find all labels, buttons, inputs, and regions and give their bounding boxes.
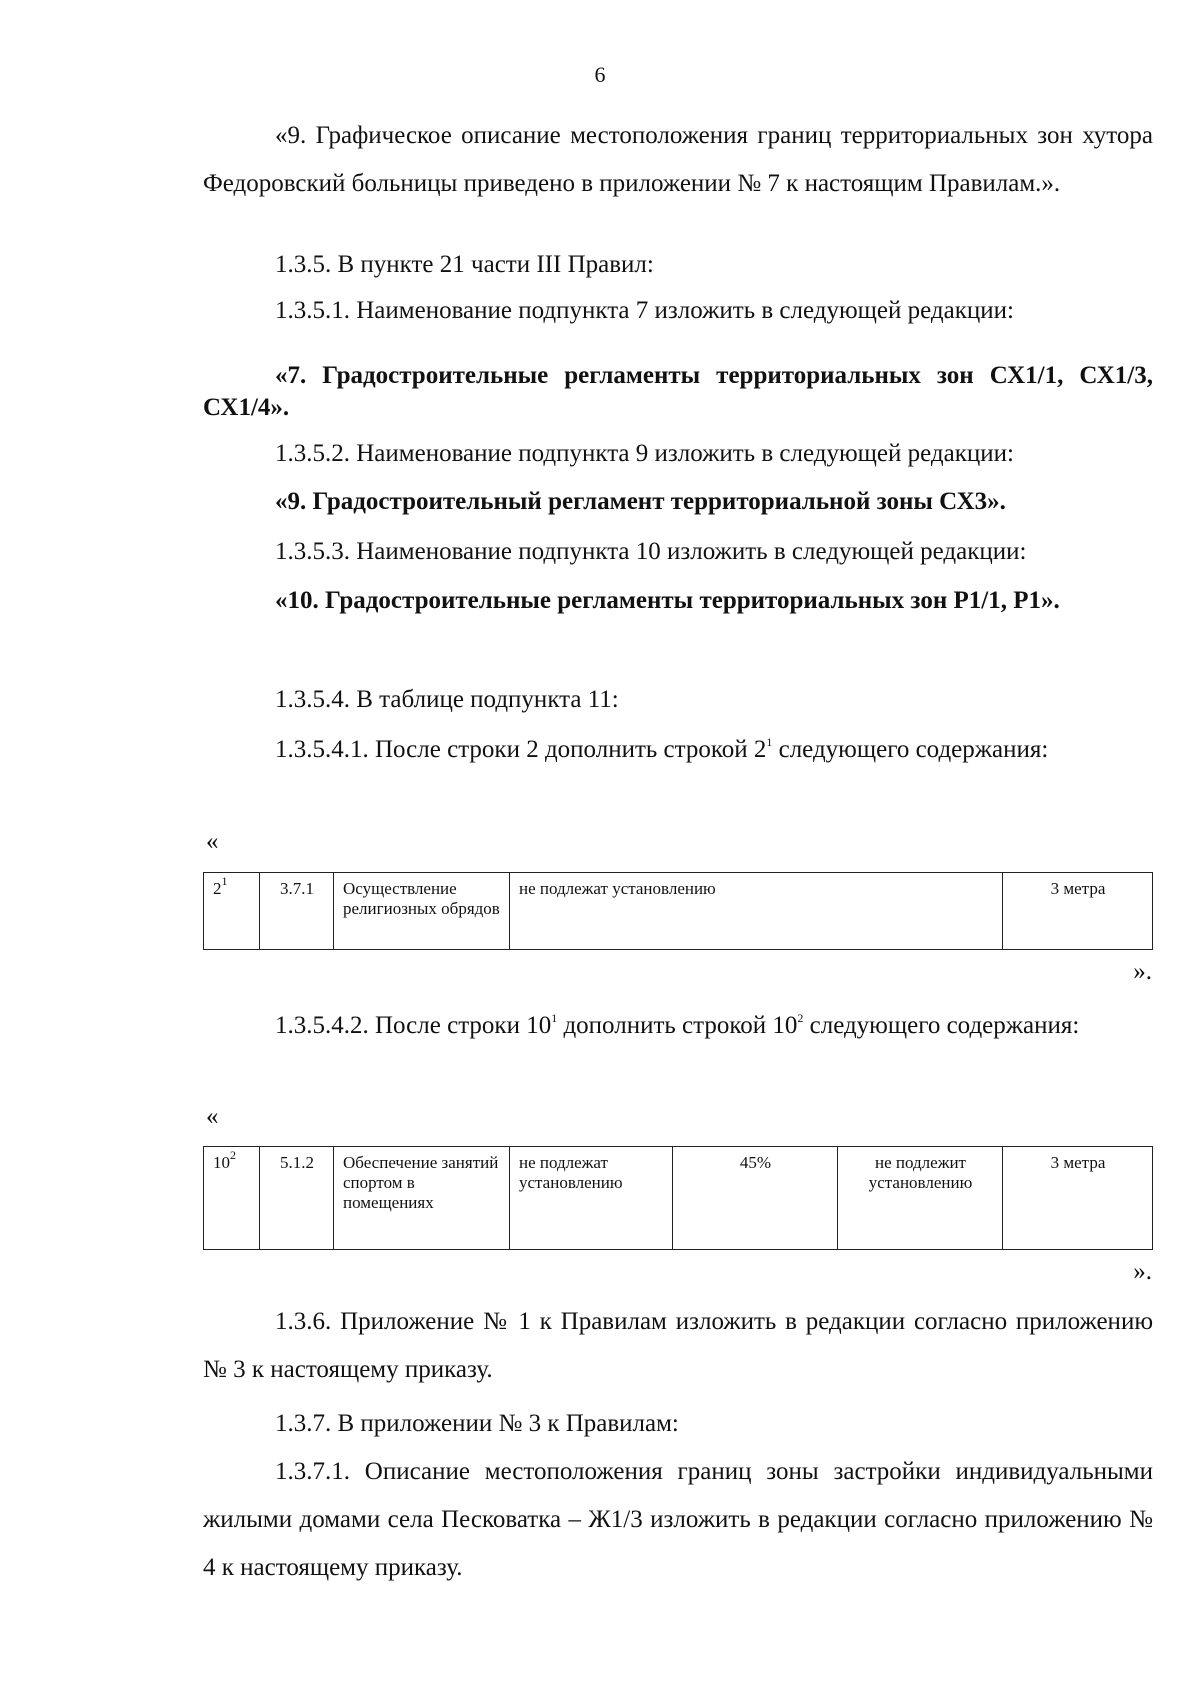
opening-quote: «: [206, 828, 219, 855]
row-number: 2: [213, 879, 222, 898]
cell-code: 3.7.1: [260, 873, 334, 950]
paragraph-subpoint-9-title: «9. Градостроительный регламент территориальной зоны СХ3».: [275, 488, 1006, 515]
page-number: 6: [594, 62, 606, 87]
superscript: 2: [230, 1148, 236, 1163]
paragraph-1-3-6: 1.3.6. Приложение № 1 к Правилам изложить в редакции согласно приложению № 3 к настоящему приказу.: [203, 1308, 1153, 1383]
text-segment: дополнить строкой 10: [557, 1012, 798, 1039]
superscript: 1: [551, 1010, 558, 1025]
paragraph-1-3-5: 1.3.5. В пункте 21 части III Правил:: [275, 251, 654, 278]
cell-setback: 3 метра: [1003, 873, 1153, 950]
paragraph-1-3-7: 1.3.7. В приложении № 3 к Правилам:: [275, 1410, 679, 1437]
paragraph-subpoint-10-title: «10. Градостроительные регламенты территориальных зон Р1/1, Р1».: [275, 587, 1060, 614]
text-segment: следующего содержания:: [772, 736, 1049, 763]
superscript: 1: [221, 874, 228, 889]
cell-row-number: [204, 1147, 260, 1250]
opening-quote: «: [206, 1103, 219, 1130]
paragraph-1-3-5-2: 1.3.5.2. Наименование подпункта 9 изложить в следующей редакции:: [275, 440, 1014, 467]
text-segment: 1.3.5.4.2. После строки 10: [275, 1012, 552, 1039]
text-segment: 1.3.5.4.1. После строки 2 дополнить строкой 2: [275, 736, 767, 763]
cell-coverage: 45%: [673, 1147, 838, 1250]
paragraph-1-3-5-4: 1.3.5.4. В таблице подпункта 11:: [275, 686, 619, 713]
closing-quote: ».: [1133, 958, 1152, 985]
table-row: [204, 1147, 1153, 1250]
superscript: 2: [797, 1010, 804, 1025]
paragraph-1-3-5-4-2: [203, 1002, 1153, 1050]
text-segment: следующего содержания:: [803, 1012, 1080, 1039]
row-number: 10: [213, 1153, 230, 1172]
cell-row-number: [204, 873, 260, 950]
paragraph-annex-7: «9. Графическое описание местоположения границ территориальных зон хутора Федоровский больницы приведено в приложении № 7 к настоящим Правилам.».: [203, 122, 1153, 197]
cell-code: 5.1.2: [260, 1147, 334, 1250]
paragraph-1-3-5-3: 1.3.5.3. Наименование подпункта 10 изложить в следующей редакции:: [275, 538, 1027, 565]
cell-area: не подлежат установлению: [510, 1147, 673, 1250]
cell-use-name: Осуществление религиозных обрядов: [334, 873, 510, 950]
paragraph-1-3-5-4-1: [203, 726, 1153, 774]
cell-height: не подлежит установлению: [838, 1147, 1003, 1250]
paragraph-1-3-7-1: 1.3.7.1. Описание местоположения границ зоны застройки индивидуальными жилыми домами села Песковатка – Ж1/3 изложить в редакции согласно приложению № 4 к настоящему приказу.: [203, 1458, 1153, 1581]
table-row-2-1: [203, 872, 1153, 950]
cell-setback: 3 метра: [1003, 1147, 1153, 1250]
cell-use-name: Обеспечение занятий спортом в помещениях: [334, 1147, 510, 1250]
paragraph-subpoint-7-title: «7. Градостроительные регламенты территориальных зон СХ1/1, СХ1/3, СХ1/4».: [203, 362, 1153, 421]
superscript: 1: [766, 734, 773, 749]
closing-quote: ».: [1133, 1258, 1152, 1285]
table-row-10-2: [203, 1146, 1153, 1250]
cell-parameters: не подлежат установлению: [510, 873, 1003, 950]
paragraph-1-3-5-1: 1.3.5.1. Наименование подпункта 7 изложить в следующей редакции:: [275, 297, 1014, 324]
table-row: [204, 873, 1153, 950]
